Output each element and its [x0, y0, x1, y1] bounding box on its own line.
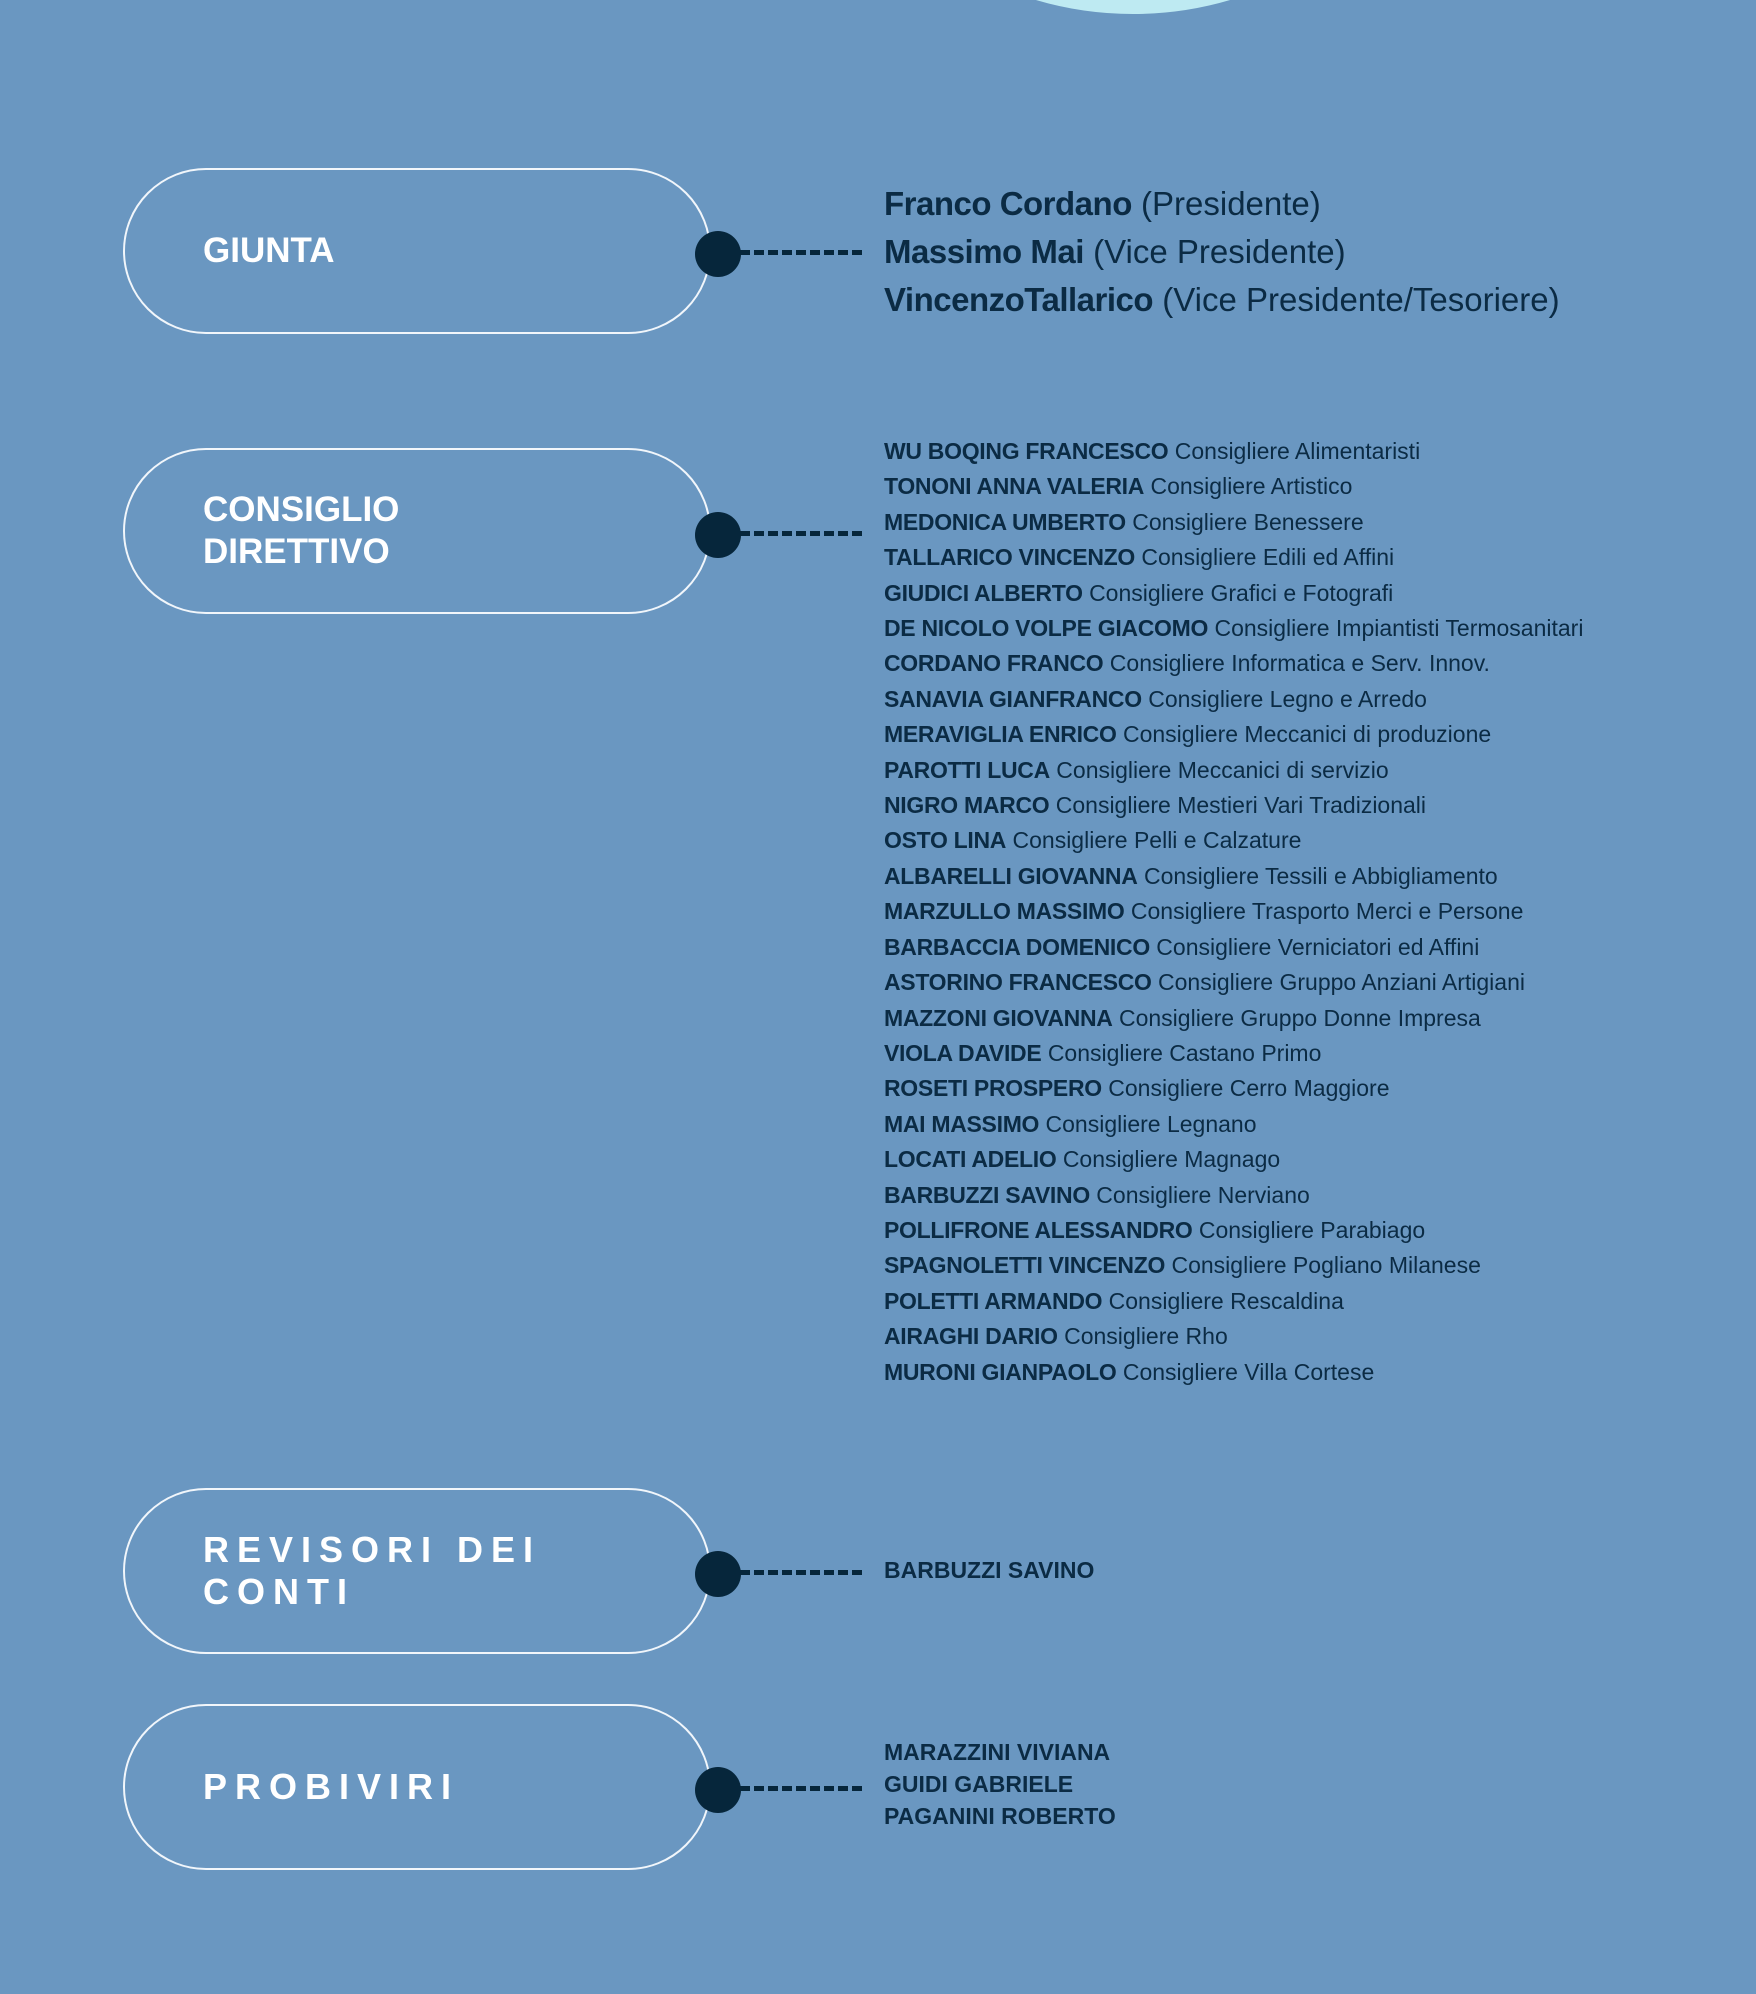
member-name: VIOLA DAVIDE	[884, 1039, 1042, 1066]
member-name: Massimo Mai	[884, 233, 1084, 270]
member-role: Consigliere Mestieri Vari Tradizionali	[1055, 792, 1427, 819]
member-row	[884, 1213, 1583, 1248]
member-row	[884, 228, 1560, 276]
member-name: SPAGNOLETTI VINCENZO	[884, 1252, 1166, 1279]
member-role: Consigliere Informatica e Serv. Innov.	[1109, 650, 1490, 677]
member-name: BARBUZZI SAVINO	[884, 1557, 1095, 1583]
member-name: LOCATI ADELIO	[884, 1146, 1057, 1173]
member-name: ASTORINO FRANCESCO	[884, 969, 1152, 996]
giunta-label: GIUNTA	[203, 231, 335, 270]
member-name: Franco Cordano	[884, 185, 1132, 222]
member-role: Consigliere Cerro Maggiore	[1108, 1075, 1390, 1102]
member-role: Consigliere Pelli e Calzature	[1012, 827, 1302, 854]
member-name: ALBARELLI GIOVANNA	[884, 862, 1138, 889]
member-row	[884, 505, 1583, 540]
member-row	[884, 434, 1583, 469]
member-name: GIUDICI ALBERTO	[884, 579, 1083, 606]
member-row	[884, 1178, 1583, 1213]
member-row	[884, 753, 1583, 788]
member-row	[884, 1319, 1583, 1354]
member-role: Consigliere Artistico	[1150, 473, 1353, 500]
member-row	[884, 540, 1583, 575]
revisori-connector-dot	[695, 1551, 741, 1597]
member-name: SANAVIA GIANFRANCO	[884, 685, 1142, 712]
revisori-connector-line	[740, 1570, 862, 1575]
member-name: DE NICOLO VOLPE GIACOMO	[884, 615, 1209, 642]
member-name: MEDONICA UMBERTO	[884, 508, 1126, 535]
member-role: Consigliere Villa Cortese	[1122, 1358, 1375, 1385]
member-row	[884, 1107, 1583, 1142]
member-name: NIGRO MARCO	[884, 792, 1050, 819]
probiviri-members	[884, 1736, 1116, 1832]
member-row	[884, 894, 1583, 929]
member-role: Consigliere Benessere	[1132, 508, 1364, 535]
member-name: ROSETI PROSPERO	[884, 1075, 1102, 1102]
member-name: MAZZONI GIOVANNA	[884, 1004, 1113, 1031]
revisori-members	[884, 1554, 1094, 1586]
member-row	[884, 276, 1560, 324]
member-name: BARBACCIA DOMENICO	[884, 933, 1150, 960]
member-role: Consigliere Tessili e Abbigliamento	[1143, 862, 1498, 889]
member-name: MARAZZINI VIVIANA	[884, 1739, 1111, 1765]
member-role: Consigliere Magnago	[1062, 1146, 1281, 1173]
probiviri-label: PROBIVIRI	[203, 1766, 460, 1807]
giunta-members	[884, 180, 1560, 324]
member-role: Consigliere Parabiago	[1198, 1216, 1426, 1243]
member-row	[884, 180, 1560, 228]
member-row	[884, 611, 1583, 646]
member-row	[884, 823, 1583, 858]
member-role: Consigliere Legno e Arredo	[1148, 685, 1427, 712]
member-name: OSTO LINA	[884, 827, 1007, 854]
member-name: MAI MASSIMO	[884, 1110, 1040, 1137]
member-name: MERAVIGLIA ENRICO	[884, 721, 1117, 748]
member-row	[884, 469, 1583, 504]
member-name: GUIDI GABRIELE	[884, 1771, 1074, 1797]
giunta-pill	[123, 168, 711, 334]
probiviri-pill	[123, 1704, 711, 1870]
member-role: Consigliere Meccanici di servizio	[1056, 756, 1389, 783]
member-role: Consigliere Verniciatori ed Affini	[1156, 933, 1480, 960]
member-name: POLLIFRONE ALESSANDRO	[884, 1216, 1193, 1243]
member-name: PAGANINI ROBERTO	[884, 1803, 1116, 1829]
decorative-ring	[790, 0, 1476, 14]
member-row	[884, 576, 1583, 611]
consiglio-members	[884, 434, 1583, 1390]
member-role: (Presidente)	[1141, 185, 1321, 222]
giunta-connector-dot	[695, 231, 741, 277]
member-name: PAROTTI LUCA	[884, 756, 1050, 783]
member-row	[884, 965, 1583, 1000]
member-name: MURONI GIANPAOLO	[884, 1358, 1117, 1385]
member-row	[884, 646, 1583, 681]
consiglio-connector-line	[740, 531, 862, 536]
member-row	[884, 1284, 1583, 1319]
member-role: (Vice Presidente/Tesoriere)	[1162, 281, 1560, 318]
member-role: (Vice Presidente)	[1093, 233, 1346, 270]
member-role: Consigliere Alimentaristi	[1174, 438, 1421, 464]
member-role: Consigliere Nerviano	[1096, 1181, 1310, 1208]
giunta-connector-line	[740, 250, 862, 255]
member-role: Consigliere Edili ed Affini	[1141, 544, 1395, 571]
member-name: POLETTI ARMANDO	[884, 1287, 1103, 1314]
member-row	[884, 930, 1583, 965]
member-name: MARZULLO MASSIMO	[884, 898, 1125, 925]
member-row	[884, 1036, 1583, 1071]
member-role: Consigliere Impiantisti Termosanitari	[1214, 615, 1584, 642]
member-role: Consigliere Grafici e Fotografi	[1089, 579, 1394, 606]
revisori-pill	[123, 1488, 711, 1654]
member-row	[884, 788, 1583, 823]
consiglio-label: CONSIGLIO DIRETTIVO	[203, 490, 400, 571]
member-row	[884, 1355, 1583, 1390]
member-row	[884, 1248, 1583, 1283]
member-role: Consigliere Legnano	[1045, 1110, 1257, 1137]
member-row	[884, 1071, 1583, 1106]
member-row	[884, 1142, 1583, 1177]
revisori-label: REVISORI DEI CONTI	[203, 1529, 542, 1612]
member-row	[884, 682, 1583, 717]
consiglio-pill	[123, 448, 711, 614]
member-name: AIRAGHI DARIO	[884, 1323, 1058, 1350]
member-name: WU BOQING FRANCESCO	[884, 438, 1169, 464]
member-role: Consigliere Rescaldina	[1108, 1287, 1344, 1314]
member-role: Consigliere Trasporto Merci e Persone	[1130, 898, 1524, 925]
member-row	[884, 859, 1583, 894]
member-row	[884, 1001, 1583, 1036]
member-role: Consigliere Meccanici di produzione	[1122, 721, 1492, 748]
member-name: BARBUZZI SAVINO	[884, 1181, 1090, 1208]
member-role: Consigliere Rho	[1064, 1323, 1228, 1350]
probiviri-connector-line	[740, 1786, 862, 1791]
member-role: Consigliere Castano Primo	[1047, 1039, 1322, 1066]
member-row	[884, 717, 1583, 752]
member-role: Consigliere Gruppo Donne Impresa	[1118, 1004, 1481, 1031]
probiviri-connector-dot	[695, 1767, 741, 1813]
member-name: TONONI ANNA VALERIA	[884, 473, 1145, 500]
member-role: Consigliere Pogliano Milanese	[1171, 1252, 1481, 1279]
member-name: TALLARICO VINCENZO	[884, 544, 1135, 571]
member-name: VincenzoTallarico	[884, 281, 1154, 318]
member-name: CORDANO FRANCO	[884, 650, 1104, 677]
member-role: Consigliere Gruppo Anziani Artigiani	[1158, 969, 1525, 996]
consiglio-connector-dot	[695, 512, 741, 558]
